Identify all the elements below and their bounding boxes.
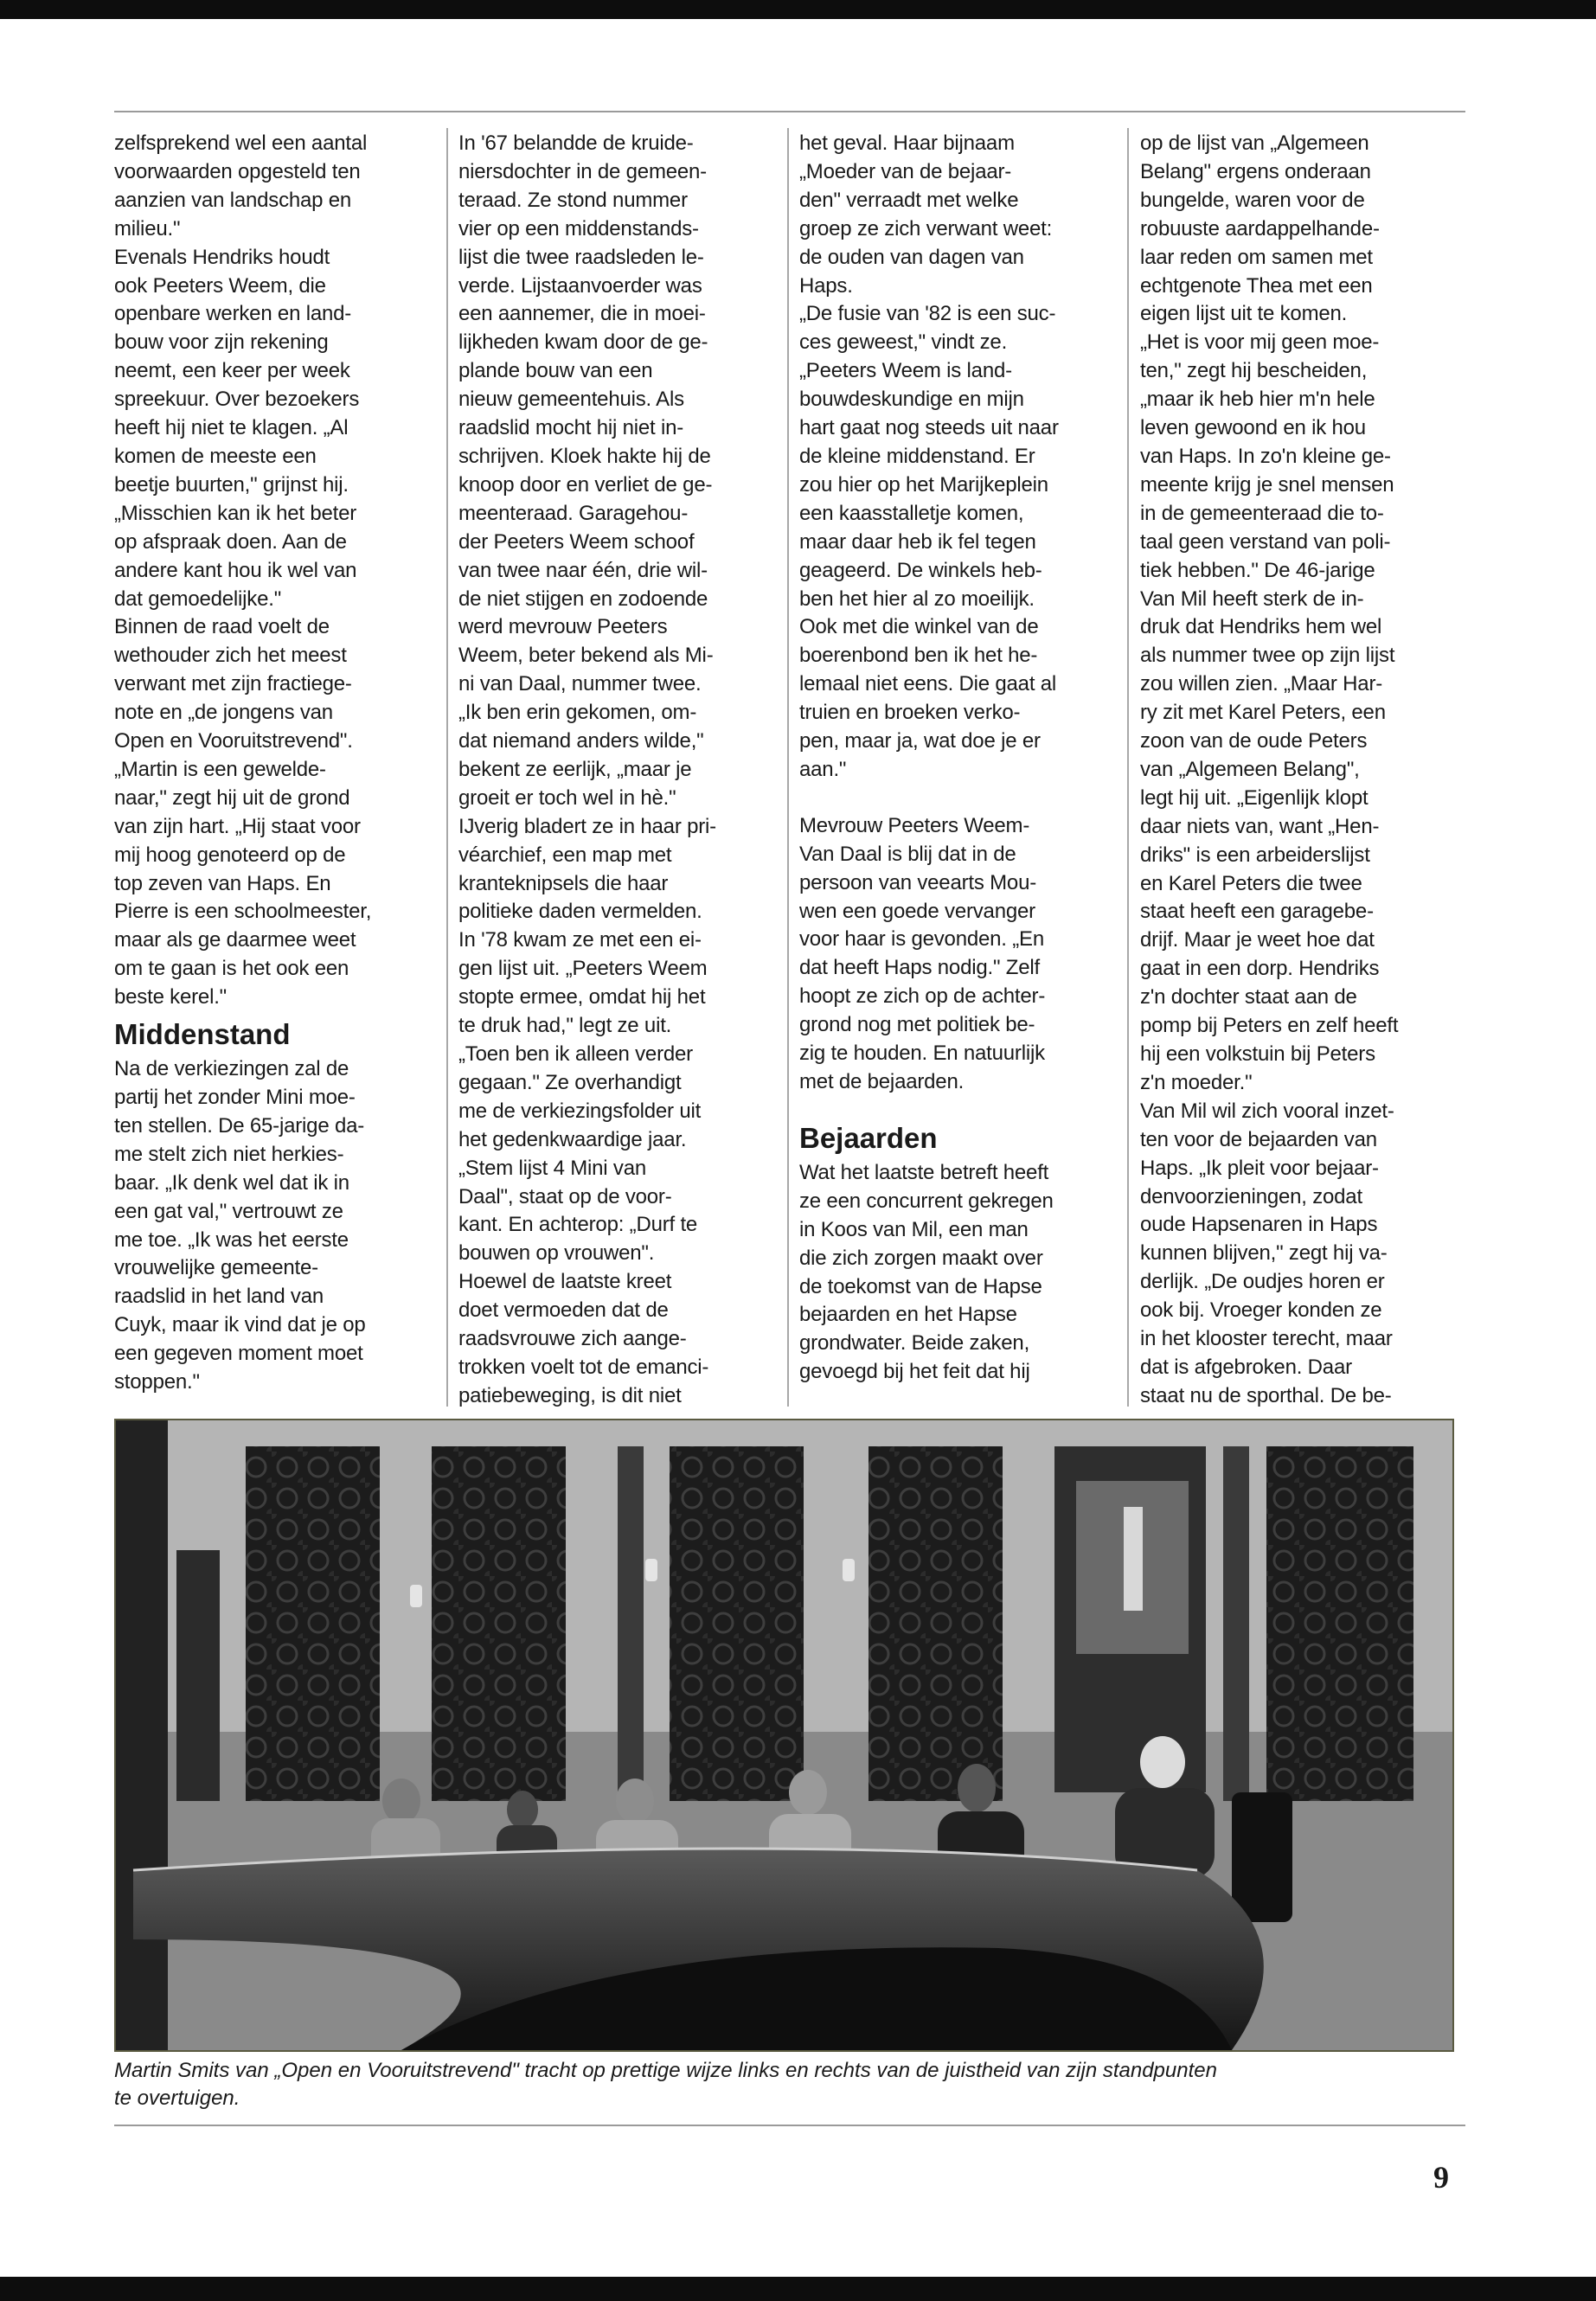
- paragraph: Binnen de raad voelt de wethouder zich het meest verwant met zijn fractiege- note en „de jongens van Open en Vooruitstrevend". „Martin is een gewelde- naar," zegt hij uit de grond van zijn hart. „Hij staat voor mij hoog genoteerd op de top zeven van Haps. En Pierre is een schoolmeester, maar als ge daarmee weet om te gaan is het ook een beste kerel.": [114, 615, 372, 1009]
- section-heading: Middenstand: [114, 1018, 291, 1051]
- column-rule: [1127, 128, 1129, 1407]
- paragraph: Wat het laatste betreft heeft ze een concurrent gekregen in Koos van Mil, een man die zich zorgen maakt over de toekomst van de Hapse bejaarden en het Hapse grondwater. Beide zaken, gevoegd bij het feit dat hij: [799, 1160, 1054, 1384]
- paragraph: zelfsprekend wel een aantal voorwaarden opgesteld ten aanzien van landschap en milieu.": [114, 131, 368, 240]
- wall-panels: [176, 1446, 1413, 1801]
- article-column-3: [799, 130, 1111, 1410]
- photo-illustration: [116, 1420, 1452, 2050]
- paragraph: Na de verkiezingen zal de partij het zonder Mini moe- ten stellen. De 65-jarige da- me stelt zich niet herkies- baar. „Ik denk wel dat ik in een gat val," vertrouwt ze me toe. „Ik was het eerste vrouwelijke gemeente- raadslid in het land van Cuyk, maar ik vind dat je op een gegeven moment moet stoppen.": [114, 1057, 366, 1394]
- column-rule: [787, 128, 789, 1407]
- article-column-2: [458, 130, 770, 1410]
- section-heading: Bejaarden: [799, 1121, 938, 1154]
- paragraph: Evenals Hendriks houdt ook Peeters Weem, die openbare werken en land- bouw voor zijn rekening neemt, een keer per week spreekuur. Over bezoekers heeft hij niet te klagen. „Al komen de meeste een beetje buurten," grijnst hij. „Misschien kan ik het beter op afspraak doen. Aan de andere kant hou ik wel van dat gemoedelijke.": [114, 245, 360, 611]
- top-black-bar: [0, 0, 1596, 19]
- paragraph: Van Mil wil zich vooral inzet- ten voor de bejaarden van Haps. „Ik pleit voor bejaar- denvoorzieningen, zodat oude Hapsenaren in Haps kunnen blijven," zegt hij va- derlijk. „De oudjes horen er ook bij. Vroeger konden ze in het klooster terecht, maar dat is afgebroken. Daar staat nu de sporthal. De be-: [1140, 1099, 1394, 1407]
- page-number: 9: [1433, 2160, 1449, 2195]
- bottom-black-bar: [0, 2277, 1596, 2301]
- column-rule: [446, 128, 448, 1407]
- article-column-1: [114, 130, 426, 1410]
- top-rule: [114, 111, 1465, 112]
- photo-caption: Martin Smits van „Open en Vooruitstrevend" tracht op prettige wijze links en rechts van de juistheid van zijn standpunten te overtuigen.: [114, 2059, 1217, 2110]
- bottom-rule: [114, 2125, 1465, 2126]
- council-meeting-photo: [114, 1419, 1454, 2052]
- paragraph: het geval. Haar bijnaam „Moeder van de bejaar- den" verraadt met welke groep ze zich verwant weet: de ouden van dagen van Haps.: [799, 131, 1053, 298]
- article-column-4: [1140, 130, 1452, 1410]
- paragraph: Mevrouw Peeters Weem- Van Daal is blij dat in de persoon van veearts Mou- wen een goede vervanger voor haar is gevonden. „En dat heeft Haps nodig." Zelf hoopt ze zich op de achter- grond nog met politiek be- zig te houden. En natuurlijk met de bejaarden.: [799, 813, 1046, 1093]
- paragraph: In '67 belandde de kruide- niersdochter in de gemeen- teraad. Ze stond nummer vier op een middenstands- lijst die twee raadsleden le- verde. Lijstaanvoerder was een aannemer, die in moei- lijkheden kwam door de ge- plande bouw van een nieuw gemeentehuis. Als raadslid mocht hij niet in- schrijven. Kloek hakte hij de knoop door en verliet de ge- meenteraad. Garagehou- der Peeters Weem schoof van twee naar één, drie wil- de niet stijgen en zodoende werd mevrouw Peeters Weem, beter bekend als Mi- ni van Daal, nummer twee. „Ik ben erin gekomen, om- dat niemand anders wilde," bekent ze eerlijk, „maar je groeit er toch wel in hè." IJverig bladert ze in haar pri- véarchief, een map met kranteknipsels die haar politieke daden vermelden. In '78 kwam ze met een ei- gen lijst uit. „Peeters Weem stopte ermee, omdat hij het te druk had," legt ze uit. „Toen ben ik alleen verder gegaan." Ze overhandigt me de verkiezingsfolder uit het gedenkwaardige jaar. „Stem lijst 4 Mini van Daal", staat op de voor- kant. En achterop: „Durf te bouwen op vrouwen". Hoewel de laatste kreet doet vermoeden dat de raadsvrouwe zich aange- trokken voelt tot de emanci- patiebeweging, is dit niet: [458, 131, 716, 1407]
- paragraph: op de lijst van „Algemeen Belang" ergens onderaan bungelde, waren voor de robuuste aardappelhande- laar reden om samen met echtgenote Thea met een eigen lijst uit te komen. „Het is voor mij geen moe- ten," zegt hij bescheiden, „maar ik heb hier m'n hele leven gewoond en ik hou van Haps. In zo'n kleine ge- meente krijg je snel mensen in de gemeenteraad die to- taal geen verstand van poli- tiek hebben." De 46-jarige Van Mil heeft sterk de in- druk dat Hendriks hem wel als nummer twee op zijn lijst zou willen zien. „Maar Har- ry zit met Karel Peters, een zoon van de oude Peters van „Algemeen Belang", legt hij uit. „Eigenlijk klopt daar niets van, want „Hen- driks" is een arbeiderslijst en Karel Peters die twee staat heeft een garagebe- drijf. Maar je weet hoe dat gaat in een dorp. Hendriks z'n dochter staat aan de pomp bij Peters en zelf heeft hij een volkstuin bij Peters z'n moeder.": [1140, 131, 1399, 1094]
- paragraph: „De fusie van '82 is een suc- ces geweest," vindt ze. „Peeters Weem is land- bouwdeskundige en mijn hart gaat nog steeds uit naar de kleine middenstand. Er zou hier op het Marijkeplein een kaasstalletje komen, maar daar heb ik fel tegen geageerd. De winkels heb- ben het hier al zo moeilijk. Ook met die winkel van de boerenbond ben ik het he- lemaal niet eens. Die gaat al truien en broeken verko- pen, maar ja, wat doe je er aan.": [799, 302, 1059, 781]
